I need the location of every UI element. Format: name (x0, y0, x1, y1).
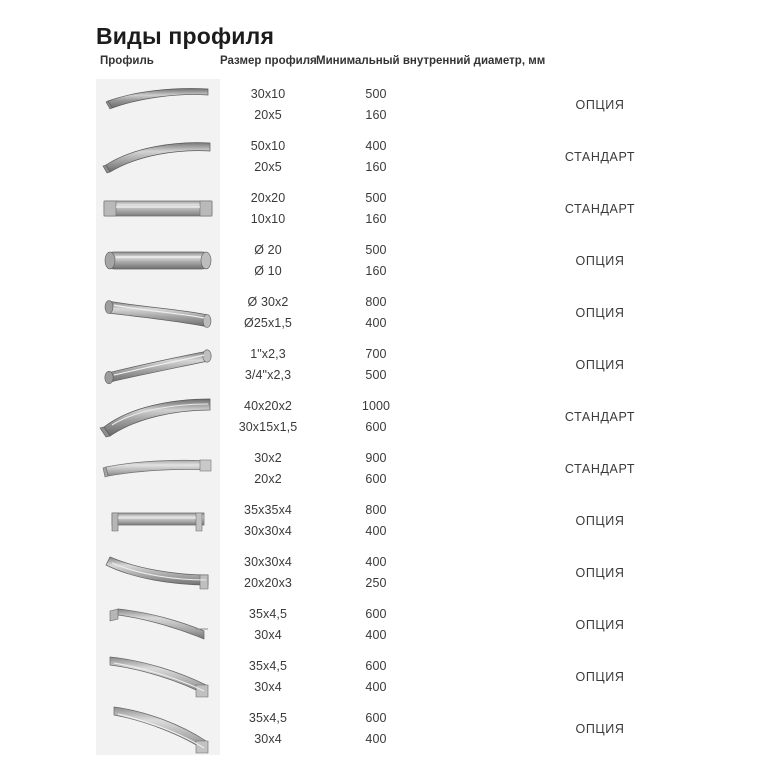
size-line: 20х2 (254, 472, 282, 486)
profile-availability-cell: СТАНДАРТ (564, 410, 636, 424)
size-line: Ø25х1,5 (244, 316, 292, 330)
diameter-line: 160 (365, 108, 387, 122)
profile-availability-cell: СТАНДАРТ (564, 202, 636, 216)
size-line: 30х30х4 (244, 524, 292, 538)
diameter-line: 160 (365, 212, 387, 226)
diameter-line: 400 (365, 628, 387, 642)
profile-image-cell (96, 547, 220, 599)
table-row (96, 183, 764, 235)
profile-availability-cell: ОПЦИЯ (575, 670, 625, 684)
profile-availability-cell: СТАНДАРТ (564, 462, 636, 476)
profile-size-cell (220, 443, 316, 495)
profile-diameter-cell (316, 339, 436, 391)
strip-thin-icon (96, 443, 220, 495)
table-header (96, 55, 764, 79)
table-row (96, 131, 764, 183)
profile-diameter-cell (316, 391, 436, 443)
flange-profile-1-icon (96, 599, 220, 651)
diameter-line: 900 (365, 451, 387, 466)
profile-size-cell (220, 339, 316, 391)
profile-availability-cell: СТАНДАРТ (564, 150, 636, 164)
profile-size-cell (220, 79, 316, 131)
diameter-line: 400 (365, 316, 387, 330)
diameter-line: 1000 (361, 399, 391, 414)
size-line: 20х5 (254, 108, 282, 122)
size-line: 30х10 (250, 87, 286, 102)
size-line: 35х4,5 (248, 607, 288, 622)
table-body (96, 79, 764, 755)
size-line: 20х5 (254, 160, 282, 174)
square-tube-flat-icon (96, 183, 220, 235)
table-row (96, 235, 764, 287)
diameter-line: 800 (365, 295, 387, 310)
table-row (96, 703, 764, 755)
profile-size-cell (220, 547, 316, 599)
diameter-line: 400 (365, 139, 387, 154)
profile-diameter-cell (316, 131, 436, 183)
round-tube-inch-icon (96, 339, 220, 391)
profile-types-table (96, 55, 764, 755)
size-line: 30х4 (254, 680, 282, 694)
profile-diameter-cell (316, 703, 436, 755)
table-row (96, 443, 764, 495)
column-header-size: Размер профиля (220, 55, 317, 67)
size-line: 20х20х3 (244, 576, 292, 590)
flange-profile-3-icon (96, 703, 220, 755)
diameter-line: 700 (365, 347, 387, 362)
table-row (96, 287, 764, 339)
size-line: 50х10 (250, 139, 286, 154)
profile-image-cell (96, 235, 220, 287)
profile-image-cell (96, 703, 220, 755)
profile-diameter-cell (316, 651, 436, 703)
diameter-line: 600 (365, 659, 387, 674)
diameter-line: 600 (365, 472, 387, 486)
angle-profile-icon (96, 495, 220, 547)
diameter-line: 400 (365, 732, 387, 746)
profile-diameter-cell (316, 495, 436, 547)
profile-diameter-cell (316, 235, 436, 287)
profile-diameter-cell (316, 443, 436, 495)
profile-diameter-cell (316, 79, 436, 131)
flat-bar-curved-icon (96, 79, 220, 131)
profile-size-cell (220, 131, 316, 183)
size-line: 40х20х2 (244, 399, 292, 414)
size-line: 30х4 (254, 628, 282, 642)
diameter-line: 400 (365, 555, 387, 570)
profile-image-cell (96, 79, 220, 131)
table-row (96, 547, 764, 599)
profile-diameter-cell (316, 599, 436, 651)
diameter-line: 800 (365, 503, 387, 518)
size-line: 35х4,5 (248, 659, 288, 674)
column-header-diameter: Минимальный внутренний диаметр, мм (316, 55, 546, 67)
profile-size-cell (220, 651, 316, 703)
profile-size-cell (220, 495, 316, 547)
size-line: 35х4,5 (248, 711, 288, 726)
profile-image-cell (96, 131, 220, 183)
size-line: 35х35х4 (244, 503, 292, 518)
diameter-line: 600 (365, 420, 387, 434)
profile-availability-cell: ОПЦИЯ (575, 722, 625, 736)
profile-image-cell (96, 495, 220, 547)
profile-diameter-cell (316, 547, 436, 599)
profile-size-cell (220, 287, 316, 339)
size-line: Ø 10 (254, 264, 282, 278)
size-line: 3/4"х2,3 (244, 368, 292, 382)
size-line: 30х30х4 (244, 555, 292, 570)
size-line: Ø 20 (254, 243, 282, 258)
profile-image-cell (96, 651, 220, 703)
table-row (96, 339, 764, 391)
diameter-line: 600 (365, 607, 387, 622)
profile-image-cell (96, 339, 220, 391)
profile-image-cell (96, 183, 220, 235)
page-left-margin (0, 0, 4, 782)
profile-diameter-cell (316, 287, 436, 339)
size-line: 30х4 (254, 732, 282, 746)
profile-image-cell (96, 443, 220, 495)
profile-size-cell (220, 703, 316, 755)
profile-diameter-cell (316, 183, 436, 235)
diameter-line: 600 (365, 711, 387, 726)
diameter-line: 500 (365, 368, 387, 382)
diameter-line: 160 (365, 264, 387, 278)
profile-size-cell (220, 235, 316, 287)
diameter-line: 400 (365, 524, 387, 538)
profile-size-cell (220, 391, 316, 443)
size-line: 30х2 (254, 451, 282, 466)
table-row (96, 599, 764, 651)
flange-profile-2-icon (96, 651, 220, 703)
diameter-line: 400 (365, 680, 387, 694)
table-row (96, 79, 764, 131)
profile-availability-cell: ОПЦИЯ (575, 514, 625, 528)
profile-image-cell (96, 599, 220, 651)
size-line: 30х15х1,5 (238, 420, 298, 434)
size-line: 1"х2,3 (250, 347, 286, 362)
profile-availability-cell: ОПЦИЯ (575, 98, 625, 112)
rect-tube-curved-icon (96, 391, 220, 443)
profile-availability-cell: ОПЦИЯ (575, 566, 625, 580)
table-header-row (96, 55, 764, 79)
diameter-line: 500 (365, 87, 387, 102)
round-rod-icon (96, 235, 220, 287)
table-row (96, 495, 764, 547)
diameter-line: 250 (365, 576, 387, 590)
table-row (96, 651, 764, 703)
size-line: Ø 30х2 (247, 295, 289, 310)
profile-image-cell (96, 287, 220, 339)
profile-availability-cell: ОПЦИЯ (575, 618, 625, 632)
table-row (96, 391, 764, 443)
page-title: Виды профиля (96, 23, 275, 50)
profile-image-cell (96, 391, 220, 443)
angle-curved-icon (96, 547, 220, 599)
profile-size-cell (220, 183, 316, 235)
profile-availability-cell: ОПЦИЯ (575, 306, 625, 320)
diameter-line: 500 (365, 191, 387, 206)
flat-bar-arc-icon (96, 131, 220, 183)
size-line: 20х20 (250, 191, 286, 206)
round-tube-icon (96, 287, 220, 339)
size-line: 10х10 (250, 212, 286, 226)
profile-availability-cell: ОПЦИЯ (575, 358, 625, 372)
diameter-line: 500 (365, 243, 387, 258)
profile-size-cell (220, 599, 316, 651)
profile-availability-cell: ОПЦИЯ (575, 254, 625, 268)
column-header-profile: Профиль (100, 55, 154, 67)
diameter-line: 160 (365, 160, 387, 174)
